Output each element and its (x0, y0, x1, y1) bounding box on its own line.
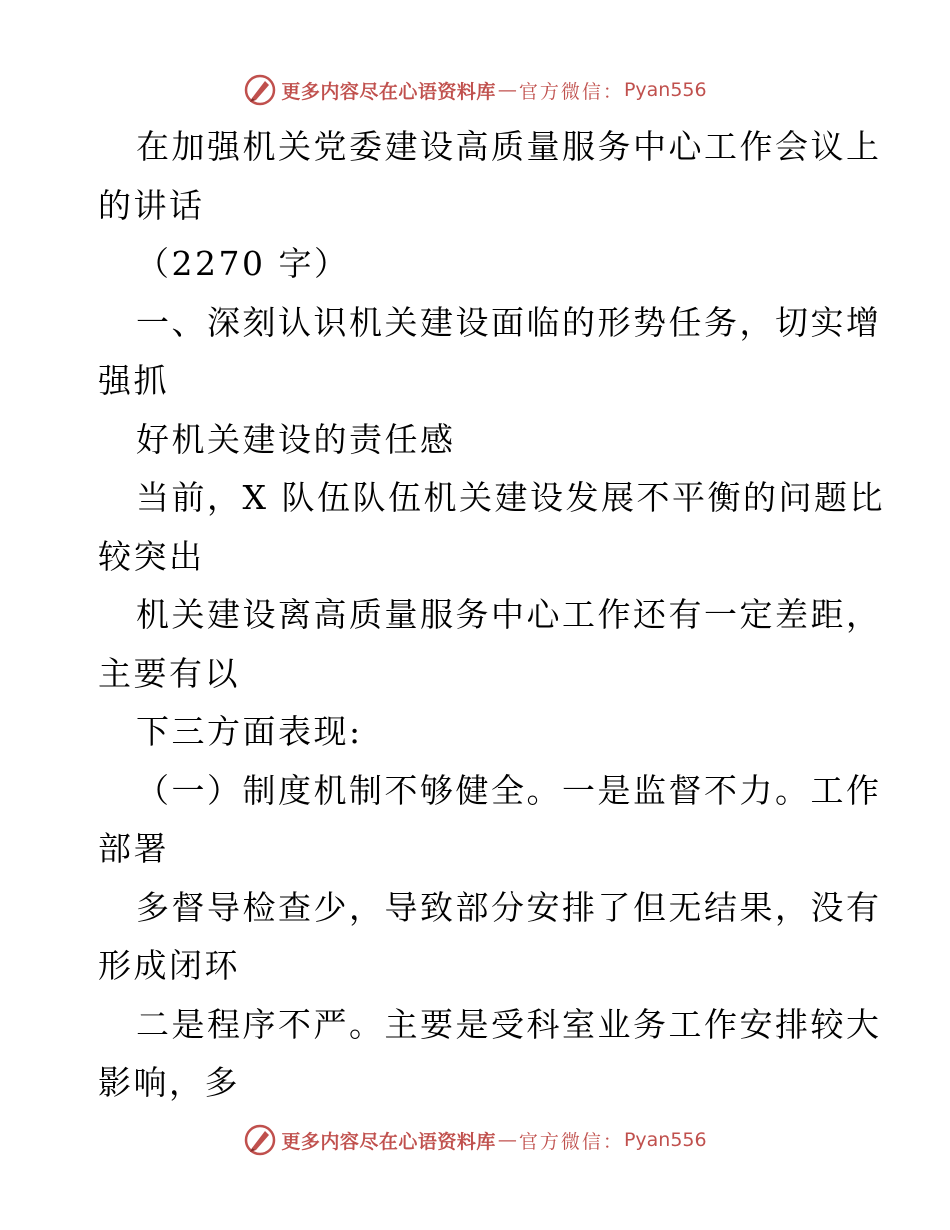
text-line: 机关建设离高质量服务中心工作还有一定差距， (136, 595, 882, 634)
text-line: 下三方面表现: (136, 712, 363, 751)
pen-logo-icon (243, 1123, 277, 1157)
watermark-main-text: 更多内容尽在心语资料库 (281, 80, 496, 103)
text-line: 好机关建设的责任感 (136, 419, 456, 459)
watermark-sub-text: 官方微信： (518, 1130, 624, 1153)
watermark-sub-text: 官方微信： (518, 80, 624, 103)
watermark-dash: — (497, 1129, 517, 1151)
watermark-footer (0, 1120, 950, 1160)
watermark-header (0, 70, 950, 110)
text-line: 多督导检查少，导致部分安排了但无结果，没有 (136, 887, 882, 927)
text-line: （一）制度机制不够健全。一是监督不力。工作 (136, 770, 882, 810)
text-line: 当前，X 队伍队伍机关建设发展不平衡的问题比 (136, 478, 885, 517)
text-line: 强抓 (98, 361, 169, 400)
document-body (98, 118, 885, 1113)
text-line: 在加强机关党委建设高质量服务中心工作会议上 (136, 127, 882, 166)
text-line: 影响，多 (98, 1063, 240, 1102)
text-line: 部署 (98, 829, 169, 868)
text-line: 二是程序不严。主要是受科室业务工作安排较大 (136, 1004, 882, 1044)
text-line: 主要有以 (98, 653, 240, 693)
watermark-wechat-id: Pyan556 (623, 1129, 707, 1151)
watermark-dash: — (497, 79, 517, 101)
watermark-main-text: 更多内容尽在心语资料库 (281, 1130, 496, 1153)
text-line: （2270 字） (136, 244, 350, 283)
watermark-wechat-id: Pyan556 (623, 79, 707, 101)
text-line: 一、深刻认识机关建设面临的形势任务，切实增 (136, 302, 882, 342)
text-line: 的讲话 (98, 185, 205, 225)
text-line: 形成闭环 (98, 946, 240, 985)
text-line: 较突出 (98, 536, 205, 576)
pen-logo-icon (243, 73, 277, 107)
